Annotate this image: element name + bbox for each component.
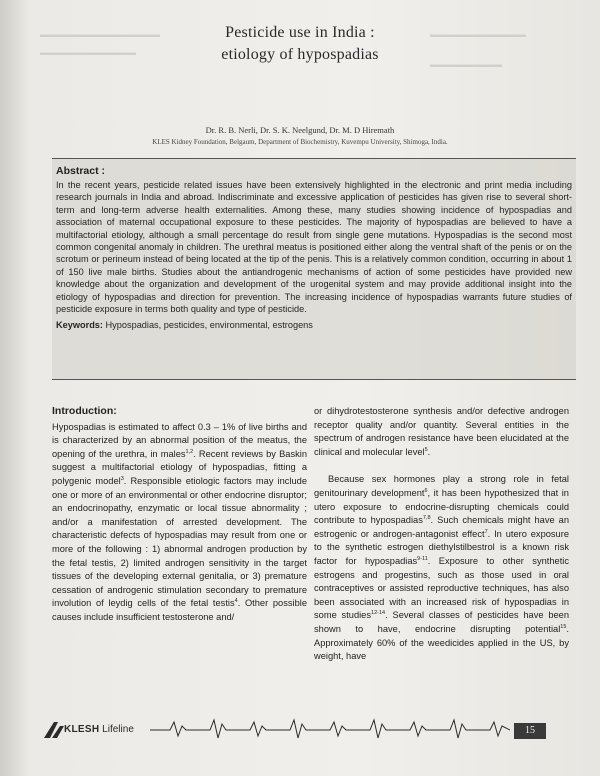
intro-text: or dihydrotestosterone synthesis and/or defective androgen receptor quality and/or quantity. Several entities in the spectrum of androgen resistance have been elucidated at the clinical and molecular level: [314, 406, 569, 457]
journal-brand-bold: KLESH: [64, 724, 100, 735]
intro-text: . In utero exposure to the synthetic estrogen diethylstilbestrol is a known risk factor for hypospadias: [314, 528, 569, 566]
intro-text: . Other possible causes include insufficient testosterone and/: [52, 598, 307, 622]
citation: 9-11: [417, 555, 428, 562]
citation: 7,8: [422, 515, 431, 522]
journal-brand-name: Lifeline: [99, 724, 134, 735]
intro-text: Because sex hormones play a strong role in fetal genitourinary development: [314, 474, 569, 498]
introduction-heading: Introduction:: [52, 405, 117, 417]
citation: 12-14: [371, 610, 386, 617]
intro-text: . Exposure to other synthetic estrogens and progestins, such as those used in oral contraceptives or assisted reproductive techniques, has also been associated with an increased risk of hypospadias in some studies: [314, 555, 569, 621]
intro-text: , it has been hypothesized that in utero exposure to endocrine-disrupting chemicals could contribute to hypospadias: [314, 487, 569, 526]
left-column: [52, 405, 307, 625]
bleed-through-text: ▬▬▬▬▬▬▬▬▬: [430, 60, 502, 69]
intro-paragraph: Hypospadias is estimated to affect 0.3 – 1% of live births and is characterized by an abnormal position of the meatus, the opening of the urethra, in males$^{1,2}$. Recent reviews by Baskin suggest a multifactorial etiology of hypospadias, fitting a polygenic model$^3$. Responsible etiologic factors may include one or more of an environmental or other endocrine disruptor; an endocrinopathy, enzymatic or local tissue abnormality ; and/or a manifestation of arrested development. The characteristic defects of hypospadias may result from one or more of the following : 1) abnormal androgen production by the fetal testis, 2) limited androgen sensitivity in the target tissues of the developing external genitalia, or 3) premature cessation of androgenic stimulation secondary to premature involution of leydig cells of the fetal testis$^4$. Other possible causes include insufficient testosterone and/: [52, 421, 308, 622]
article-title-line-2: etiology of hypospadias: [221, 46, 379, 63]
intro-paragraph: [314, 473, 569, 663]
intro-paragraph-continued: or dihydrotestosterone synthesis and/or defective androgen receptor quality and/or quantity. Several entities in the spectrum of androgen resistance have been elucidated at the clinical and molecular level$^5$.: [314, 406, 569, 457]
citation: 7: [484, 528, 488, 535]
citation: 6: [424, 487, 428, 494]
intro-text: . Approximately 60% of the weedicides applied in the US, by weight, have: [314, 623, 569, 662]
intro-text: . Such chemicals might have an estrogenic or androgen-antagonist effect: [314, 515, 570, 539]
journal-brand: [64, 724, 134, 735]
right-column: [314, 405, 569, 664]
heartbeat-line-icon: [150, 716, 510, 740]
author-list: Dr. R. B. Nerli, Dr. S. K. Neelgund, Dr. M. D Hiremath: [205, 125, 395, 135]
citation: 3: [120, 475, 124, 482]
intro-text: . Several classes of pesticides have been shown to have, endocrine disrupting potential: [314, 610, 569, 634]
citation: 5: [424, 446, 428, 453]
abstract-box: [52, 158, 576, 380]
citation: 1,2: [185, 448, 194, 455]
page-number: 15: [514, 723, 546, 739]
keywords-list: Hypospadias, pesticides, environmental, estrogens: [102, 320, 313, 331]
bleed-through-text: ▬▬▬▬▬▬▬▬▬▬▬▬: [40, 48, 136, 57]
bleed-through-text: ▬▬▬▬▬▬▬▬▬▬▬▬: [430, 30, 526, 39]
keywords-label: Keywords:: [56, 320, 103, 331]
citation: 4: [234, 598, 238, 605]
author-affiliation: KLES Kidney Foundation, Belgaum, Department of Biochemistry, Kuvempu University, Shimoga, India.: [152, 138, 448, 146]
intro-text: Hypospadias is estimated to affect 0.3 – 1% of live births and is characterized by an abnormal position of the meatus, the opening of the urethra, in males: [52, 421, 307, 459]
intro-text: Recent reviews by Baskin suggest a multifactorial etiology of hypospadias, fitting a polygenic model: [52, 448, 307, 486]
abstract-heading: Abstract :: [56, 165, 106, 177]
citation: 15: [560, 623, 567, 630]
abstract-text: In the recent years, pesticide related issues have been extensively highlighted in the electronic and print media including research journals in India and abroad. Indiscriminate and excessive application of pesticides has given rise to several short-term and long-term adverse health externalities. Among these, many studies showing incidence of hypospadias and association of maternal occupational exposure to these pesticides. The majority of hypospadias are believed to have a multifactorial etiology, although a small percentage do result from single gene mutations. Hypospadias is the second most common congenital anomaly in children. The urethral meatus is positioned either along the ventral shaft of the penis or on the scrotum or perineum instead of being located at the tip of the penis. This is a relatively common condition, occurring in about 1 of 150 live male births. Studies about the antiandrogenic mechanisms of action of some pesticides have provided new knowledge about the organization and development of the urogenital system and may provide additional insight into the etiology of hypospadias and direction for prevention. The increasing incidence of hypospadias warrants future studies of pesticide exposure in terms both quality and type of pesticide.: [56, 180, 572, 315]
keywords-line: [56, 319, 572, 331]
bleed-through-text: ▬▬▬▬▬▬▬▬▬▬▬▬▬▬▬: [40, 30, 160, 39]
article-title-line-1: Pesticide use in India :: [225, 24, 375, 41]
intro-text: Responsible etiologic factors may include one or more of an environmental or other endocrine disruptor; an endocrinopathy, enzymatic or local tissue abnormality ; and/or a manifestation of arrested development. The characteristic defects of hypospadias may result from one or more of the following : 1) abnormal androgen production by the fetal testis, 2) limited androgen sensitivity in the target tissues of the developing external genitalia, or 3) premature cessation of androgenic stimulation secondary to premature involution of leydig cells of the fetal testis: [52, 475, 308, 609]
